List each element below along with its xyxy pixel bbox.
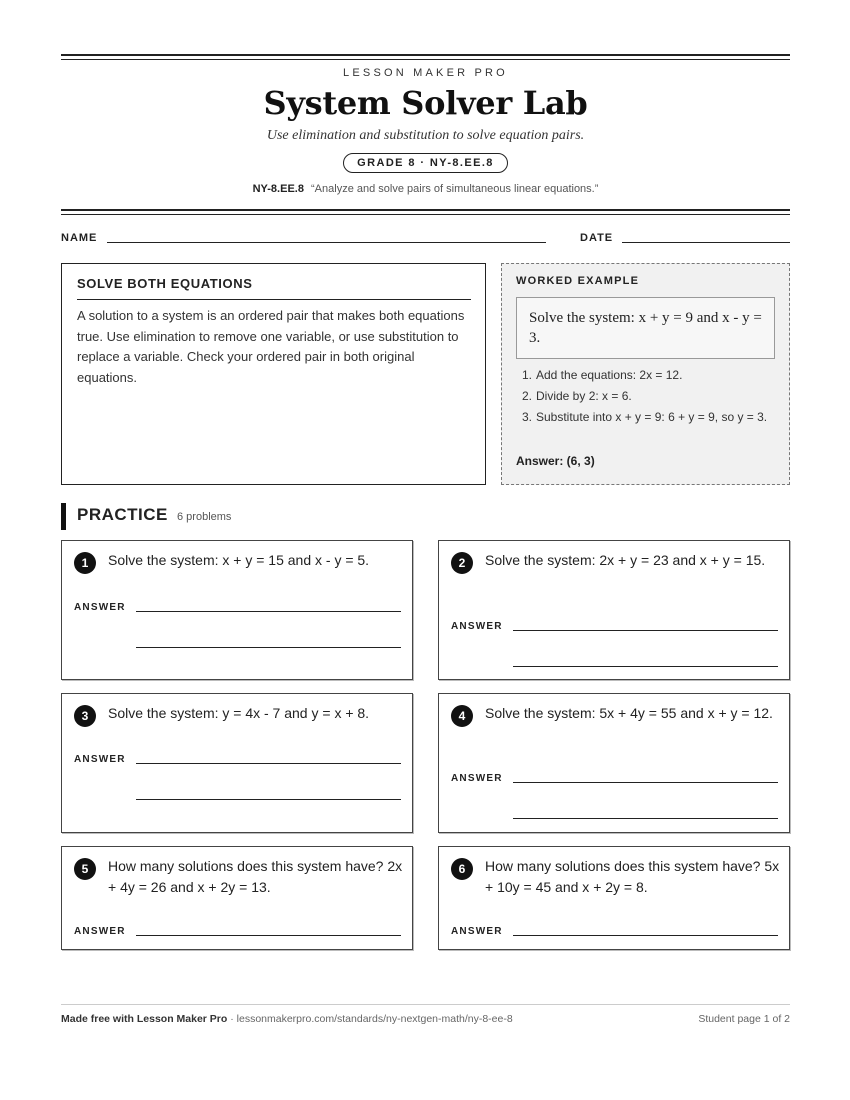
grade-badge: GRADE 8 · NY-8.EE.8 [343, 153, 508, 173]
worked-example-answer: Answer: (6, 3) [516, 454, 595, 468]
intro-text: A solution to a system is an ordered pair that makes both equations true. Use elimination to remove one variable, or use substitution to replace a variable. Check your ordered pair in both original equations. [77, 308, 465, 385]
date-label: DATE [580, 232, 614, 244]
name-label: NAME [61, 232, 98, 244]
answer-line[interactable] [136, 935, 401, 936]
answer-label: ANSWER [74, 926, 126, 937]
problem-text: Solve the system: x + y = 15 and x - y = 5. [108, 552, 370, 568]
date-field[interactable] [622, 242, 790, 243]
answer-label: ANSWER [451, 773, 503, 784]
footer-page-number: Student page 1 of 2 [698, 1013, 790, 1025]
problem-card-4 [438, 693, 790, 833]
problem-text: Solve the system: 5x + 4y = 55 and x + y = 12. [485, 705, 773, 721]
problem-card-5 [61, 846, 413, 950]
worked-example-box [501, 263, 790, 485]
intro-title: SOLVE BOTH EQUATIONS [77, 276, 471, 300]
worksheet-page [61, 0, 790, 1100]
practice-accent-bar [61, 503, 66, 530]
problem-number-badge: 6 [451, 858, 473, 880]
footer-rule [61, 1004, 790, 1005]
footer-credit [61, 1013, 513, 1025]
problem-number-badge: 1 [74, 552, 96, 574]
standard-code: NY-8.EE.8 [252, 183, 304, 195]
standard-text: “Analyze and solve pairs of simultaneous linear equations.” [311, 183, 599, 195]
step-number: 2. [522, 389, 533, 403]
example-step [516, 408, 778, 427]
answer-line[interactable] [136, 763, 401, 764]
header-top-rule [61, 54, 790, 60]
practice-count: 6 problems [177, 511, 232, 523]
problem-card-2 [438, 540, 790, 680]
page-title: System Solver Lab [263, 84, 588, 122]
step-number: 1. [522, 368, 533, 382]
page-subtitle: Use elimination and substitution to solve equation pairs. [266, 128, 585, 143]
problem-card-1 [61, 540, 413, 680]
answer-label: ANSWER [451, 621, 503, 632]
answer-label: ANSWER [74, 754, 126, 765]
answer-label: ANSWER [451, 926, 503, 937]
answer-line[interactable] [513, 935, 778, 936]
problem-text: How many solutions does this system have? 5x + 10y = 45 and x + 2y = 8. [485, 858, 780, 895]
footer-brand: Made free with Lesson Maker Pro [61, 1013, 228, 1025]
worked-example-steps [516, 366, 778, 429]
example-step [516, 366, 778, 385]
answer-line[interactable] [513, 818, 778, 819]
example-step [516, 387, 778, 406]
answer-line[interactable] [136, 647, 401, 648]
step-text: Substitute into x + y = 9: 6 + y = 9, so y = 3. [536, 410, 768, 424]
problem-card-6 [438, 846, 790, 950]
answer-line[interactable] [136, 799, 401, 800]
step-text: Add the equations: 2x = 12. [536, 368, 683, 382]
problem-number-badge: 4 [451, 705, 473, 727]
intro-box [61, 263, 486, 485]
header-bottom-rule [61, 209, 790, 215]
answer-line[interactable] [513, 666, 778, 667]
problem-text: Solve the system: 2x + y = 23 and x + y = 15. [485, 552, 766, 568]
problem-number-badge: 5 [74, 858, 96, 880]
step-number: 3. [522, 410, 533, 424]
practice-title: PRACTICE [77, 505, 168, 524]
answer-line[interactable] [513, 630, 778, 631]
worked-example-title: WORKED EXAMPLE [516, 275, 640, 287]
problem-text: How many solutions does this system have? 2x + 4y = 26 and x + 2y = 13. [108, 858, 403, 895]
worked-example-problem: Solve the system: x + y = 9 and x - y = 3. [516, 297, 775, 359]
answer-line[interactable] [136, 611, 401, 612]
problem-card-3 [61, 693, 413, 833]
brand-name: LESSON MAKER PRO [343, 67, 508, 79]
problem-number-badge: 2 [451, 552, 473, 574]
problem-text: Solve the system: y = 4x - 7 and y = x + 8. [108, 705, 370, 721]
problem-number-badge: 3 [74, 705, 96, 727]
standard-line [61, 183, 790, 195]
name-field[interactable] [107, 242, 546, 243]
answer-label: ANSWER [74, 602, 126, 613]
footer-url[interactable]: · lessonmakerpro.com/standards/ny-nextgen-math/ny-8-ee-8 [227, 1013, 513, 1025]
answer-line[interactable] [513, 782, 778, 783]
step-text: Divide by 2: x = 6. [536, 389, 632, 403]
